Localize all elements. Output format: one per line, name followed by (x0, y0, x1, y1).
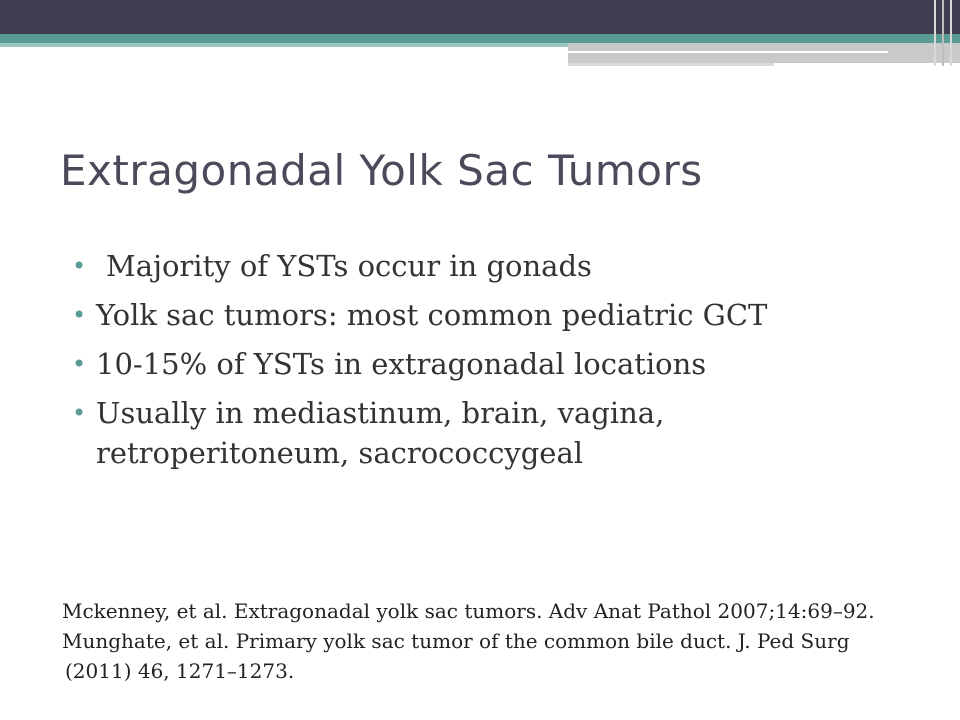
reference-line: (2011) 46, 1271–1273. (65, 659, 295, 683)
bullet-text: Majority of YSTs occur in gonads (106, 249, 592, 283)
header-vertical-stripe (950, 0, 952, 66)
references (62, 596, 875, 686)
header-grey-band (568, 43, 960, 63)
bullet-item (72, 393, 767, 473)
bullet-text (96, 393, 664, 473)
bullet-dot-icon: • (72, 399, 87, 427)
bullet-item (72, 246, 767, 286)
bullet-text-continuation: retroperitoneum, sacrococcygeal (96, 436, 584, 470)
bullet-item (72, 295, 767, 335)
header-teal-band (0, 34, 960, 43)
header-light-teal-band (0, 43, 568, 47)
bullet-item (72, 344, 767, 384)
bullet-dot-icon: • (72, 301, 87, 329)
reference-line: Mckenney, et al. Extragonadal yolk sac tumors. Adv Anat Pathol 2007;14:69–92. (62, 599, 875, 623)
bullet-list (72, 246, 767, 482)
bullet-dot-icon: • (72, 350, 87, 378)
header-white-line (568, 51, 888, 53)
bullet-text-line: Usually in mediastinum, brain, vagina, (96, 396, 665, 430)
bullet-text: Yolk sac tumors: most common pediatric GCT (96, 298, 768, 332)
reference-line: Munghate, et al. Primary yolk sac tumor of the common bile duct. J. Ped Surg (62, 629, 850, 653)
header-vertical-stripe (942, 0, 944, 66)
header-dark-band (0, 0, 960, 34)
slide-title: Extragonadal Yolk Sac Tumors (60, 146, 703, 195)
bullet-dot-icon: • (72, 252, 87, 280)
header-vertical-stripe (934, 0, 936, 66)
header-grey-thin-band (568, 63, 774, 66)
bullet-text: 10-15% of YSTs in extragonadal locations (96, 347, 707, 381)
